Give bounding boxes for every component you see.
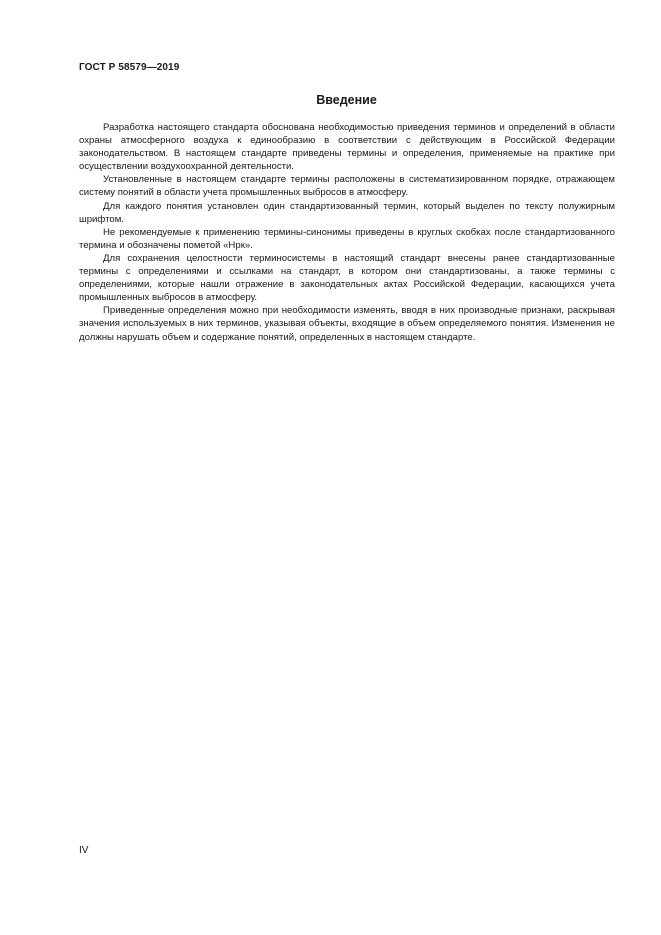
- paragraph: Установленные в настоящем стандарте термины расположены в систематизированном порядке, отражающем систему понятий в области учета промышленных выбросов в атмосферу.: [79, 174, 615, 199]
- body-text: [79, 121, 615, 344]
- paragraph: Для каждого понятия установлен один стандартизованный термин, который выделен по тексту полужирным шрифтом.: [79, 200, 615, 225]
- paragraph: Не рекомендуемые к применению термины-синонимы приведены в круглых скобках после стандартизованного термина и обозначены пометой «Нрк».: [79, 226, 615, 251]
- paragraph: Приведенные определения можно при необходимости изменять, вводя в них производные признаки, раскрывая значения используемых в них терминов, указывая объекты, входящие в объем определяемого понятия. Изменения не должны нарушать объем и содержание понятий, определенных в настоящем стандарте.: [79, 305, 615, 343]
- document-code: ГОСТ Р 58579—2019: [79, 62, 180, 73]
- paragraph: Разработка настоящего стандарта обоснована необходимостью приведения терминов и определений в области охраны атмосферного воздуха к единообразию в соответствии с действующим в Российской Федерации законодательством. В настоящем стандарте приведены термины и определения, применяемые на практике при осуществлении воздухоохранной деятельности.: [79, 122, 615, 173]
- paragraph: Для сохранения целостности терминосистемы в настоящий стандарт внесены ранее стандартизованные термины с определениями и ссылками на стандарт, в котором они стандартизованы, а также термины с определениями, которые нашли отражение в законодательных актах Российской Федерации, касающихся учета промышленных выбросов в атмосферу.: [79, 252, 615, 304]
- page-number: IV: [79, 845, 89, 856]
- section-title: Введение: [316, 93, 377, 107]
